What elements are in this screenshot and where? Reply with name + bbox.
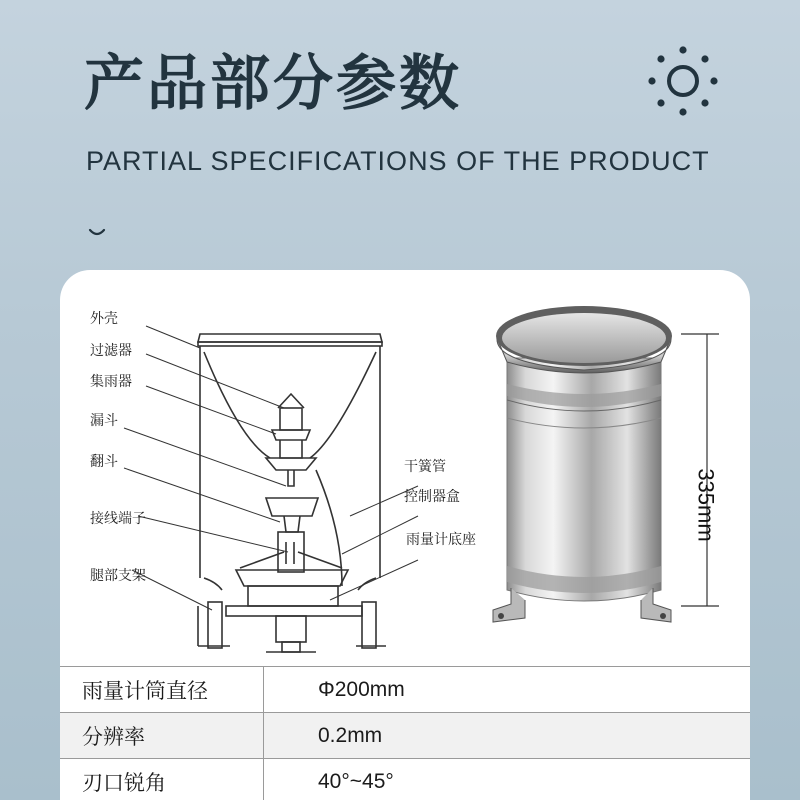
spec-value: 40°~45° [318,769,394,793]
label-bucket: 翻斗 [90,454,118,470]
label-reed-switch: 干簧管 [404,459,446,475]
label-collector: 集雨器 [90,374,132,390]
smile-icon [87,222,107,242]
label-terminal: 接线端子 [90,511,146,527]
spec-card [60,270,750,800]
spec-key: 刃口锐角 [60,759,264,800]
spec-key: 雨量计筒直径 [60,667,264,712]
table-row [60,758,750,800]
page-subtitle: PARTIAL SPECIFICATIONS OF THE PRODUCT [86,146,710,176]
label-control-box: 控制器盒 [404,489,460,505]
spec-table [60,666,750,800]
spec-value: Φ200mm [318,677,405,701]
spec-value: 0.2mm [318,723,383,747]
spec-key: 分辨率 [60,713,264,758]
label-shell: 外壳 [90,311,118,327]
label-base: 雨量计底座 [406,532,476,548]
label-funnel: 漏斗 [90,413,118,429]
label-leg-bracket: 腿部支架 [90,568,146,584]
page-title: 产品部分参数 [84,49,462,119]
label-filter: 过滤器 [90,343,132,359]
height-dimension-label: 335mm [694,468,720,542]
table-row [60,666,750,712]
sun-icon [646,44,720,118]
structure-diagram [80,290,500,670]
table-row [60,712,750,758]
